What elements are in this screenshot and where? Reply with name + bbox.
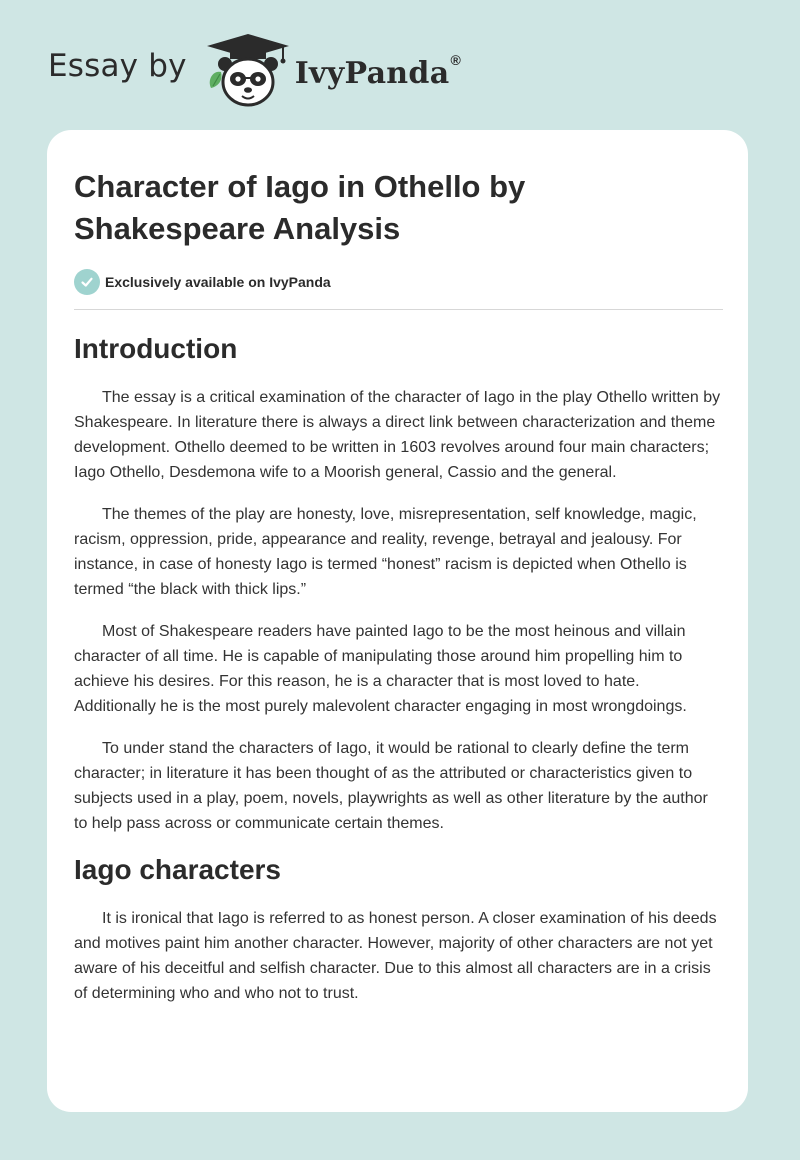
exclusive-label: Exclusively available on IvyPanda bbox=[105, 274, 331, 290]
paragraph: The essay is a critical examination of the character of Iago in the play Othello written by Shakespeare. In literature there is always a direct link between characterization and theme development. Othello deemed to be written in 1603 revolves around four main characters; Iago Othello, Desdemona wife to a Moorish general, Cassio and the general. bbox=[74, 389, 721, 481]
paragraph: To under stand the characters of Iago, it would be rational to clearly define the term character; in literature it has been thought of as the attributed or characteristics given to subjects used in a play, poem, novels, playwrights as well as other literature by the author to help pass across or communicate certain themes. bbox=[74, 740, 708, 832]
exclusive-badge bbox=[74, 269, 723, 295]
paragraph: The themes of the play are honesty, love, misrepresentation, self knowledge, magic, racism, oppression, pride, appearance and reality, revenge, betrayal and jealousy. For instance, in case of honesty Iago is termed “honest” racism is depicted when Othello is termed “the black with thick lips.” bbox=[74, 506, 697, 598]
paragraph: It is ironical that Iago is referred to as honest person. A closer examination of his deeds and motives paint him another character. However, majority of other characters are not yet aware of his deceitful and selfish character. Due to this almost all characters are in a crisis of determining who and who not to trust. bbox=[74, 910, 717, 1002]
essay-card bbox=[47, 130, 748, 1112]
check-icon bbox=[74, 269, 100, 295]
essay-by-label: Essay by bbox=[48, 48, 187, 84]
page-title: Character of Iago in Othello by Shakespeare Analysis bbox=[74, 169, 526, 246]
section-heading-introduction: Introduction bbox=[74, 333, 238, 364]
panda-logo-icon[interactable] bbox=[203, 30, 293, 110]
registered-mark: ® bbox=[450, 51, 462, 68]
brand-name: IvyPanda® bbox=[294, 51, 462, 91]
paragraph: Most of Shakespeare readers have painted Iago to be the most heinous and villain character of all time. He is capable of manipulating those around him propelling him to achieve his desires. For this reason, he is a character that is most loved to hate. Additionally he is the most purely malevolent character engaging in most wrongdoings. bbox=[74, 623, 687, 715]
brand-header bbox=[48, 30, 461, 110]
section-heading-iago-characters: Iago characters bbox=[74, 854, 281, 885]
essay-content bbox=[74, 166, 723, 1023]
title-divider bbox=[74, 309, 723, 310]
